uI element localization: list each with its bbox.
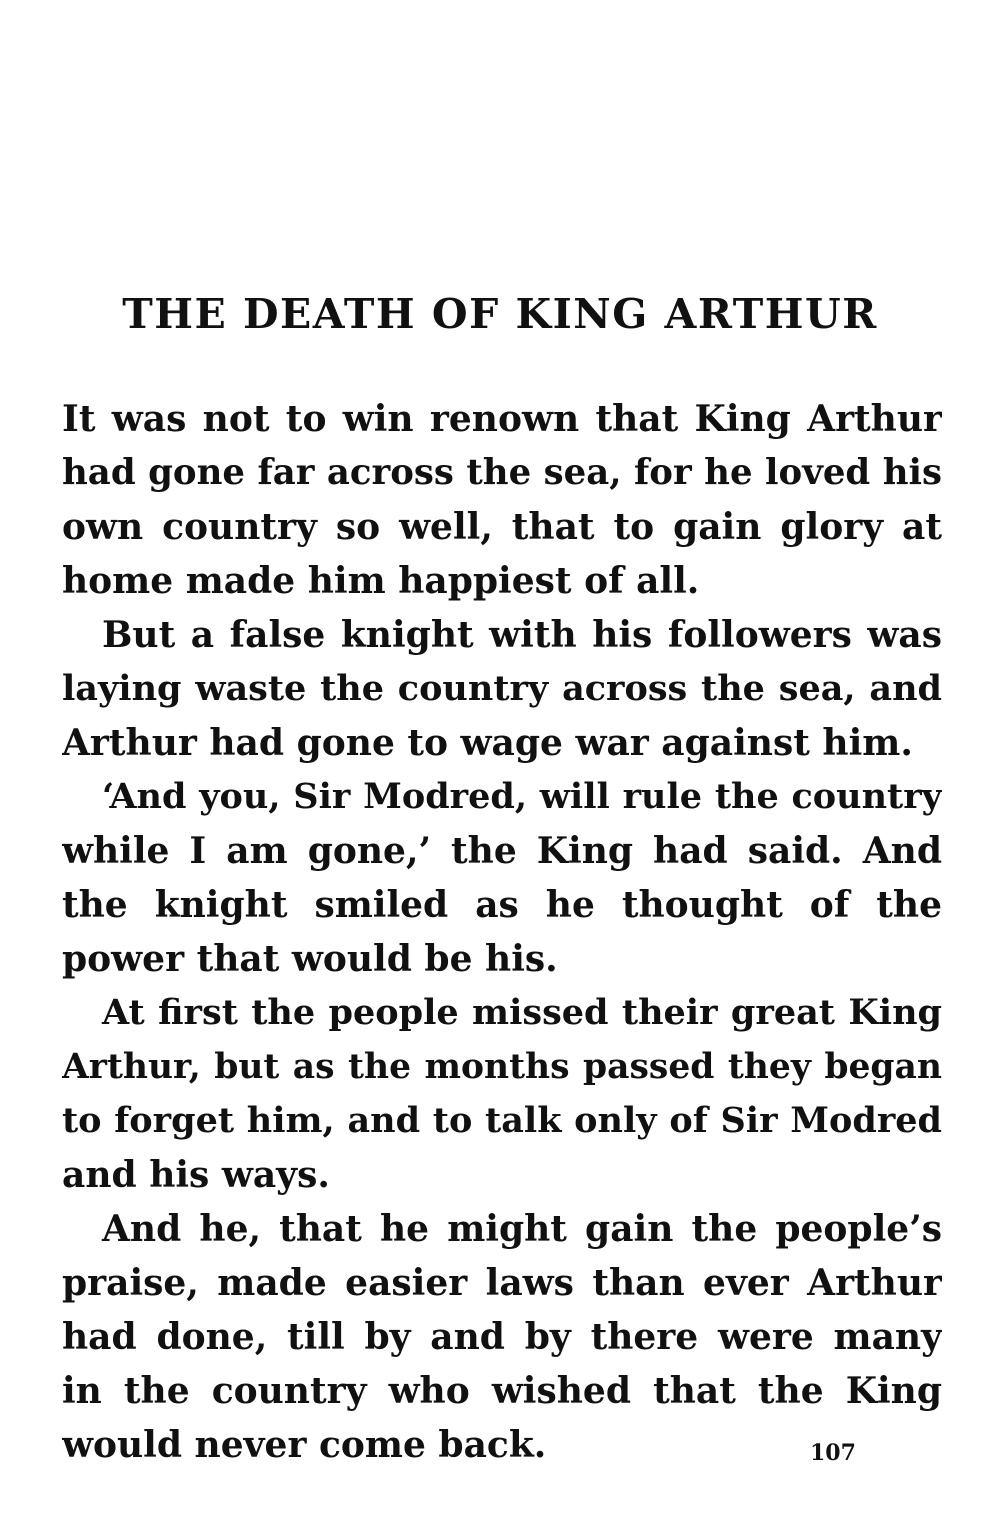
chapter-title: THE DEATH OF KING ARTHUR xyxy=(122,290,878,338)
paragraph-2-line-2: laying waste the country across the sea, and xyxy=(62,668,942,709)
paragraph-5-line-3: had done, till by and by there were many xyxy=(62,1316,942,1358)
paragraph-5-line-5: would never come back. xyxy=(62,1424,547,1466)
paragraph-4-line-3: to forget him, and to talk only of Sir Modred xyxy=(62,1100,942,1141)
chapter-body xyxy=(62,392,942,1472)
paragraph-4-line-2: Arthur, but as the months passed they began xyxy=(62,1047,942,1087)
paragraph-3-line-2: while I am gone,’ the King had said. And xyxy=(62,830,942,872)
paragraph-5-line-1: And he, that he might gain the people’s xyxy=(102,1208,942,1250)
paragraph-2-line-1: But a false knight with his followers was xyxy=(102,614,942,656)
paragraph-4-line-4: and his ways. xyxy=(62,1154,330,1196)
paragraph-3-line-3: the knight smiled as he thought of the xyxy=(62,884,942,926)
paragraph-2-line-3: Arthur had gone to wage war against him. xyxy=(62,722,913,764)
paragraph-5-line-4: in the country who wished that the King xyxy=(62,1370,942,1412)
paragraph-1-line-3: own country so well, that to gain glory at xyxy=(62,506,942,548)
paragraph-1-line-4: home made him happiest of all. xyxy=(62,560,700,602)
paragraph-1-line-1: It was not to win renown that King Arthur xyxy=(62,398,942,440)
paragraph-3-line-4: power that would be his. xyxy=(62,938,558,980)
paragraph-4-line-1: At first the people missed their great King xyxy=(102,992,942,1033)
page-number: 107 xyxy=(810,1440,856,1466)
paragraph-3-line-1: ‘And you, Sir Modred, will rule the country xyxy=(102,776,942,817)
paragraph-1-line-2: had gone far across the sea, for he loved his xyxy=(62,452,942,493)
paragraph-5-line-2: praise, made easier laws than ever Arthur xyxy=(62,1262,942,1304)
